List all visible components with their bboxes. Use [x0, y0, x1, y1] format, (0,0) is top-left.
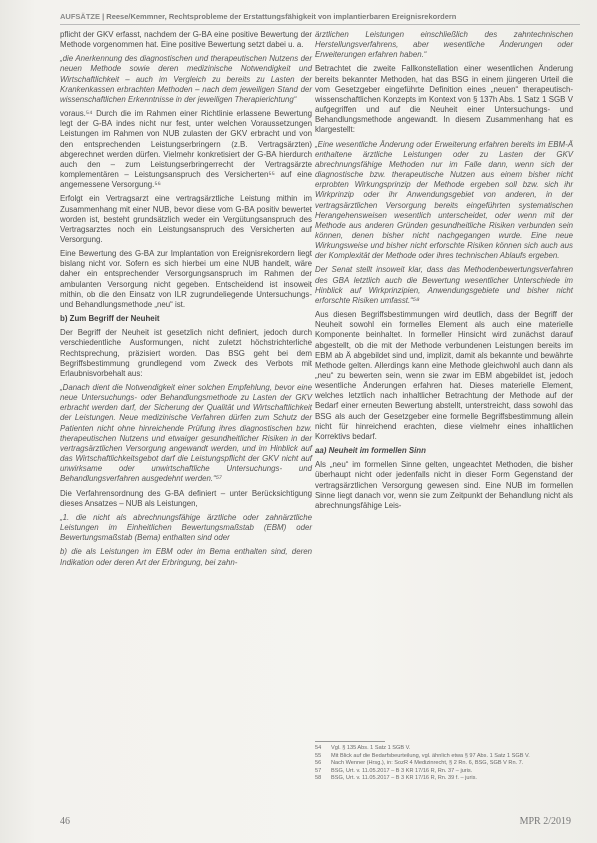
subsection-heading: aa) Neuheit im formellen Sinn: [315, 446, 426, 456]
running-head: [60, 12, 580, 21]
page-number: 46: [60, 816, 70, 827]
section-heading: b) Zum Begriff der Neuheit: [60, 314, 160, 324]
footnote: 55 Mit Blick auf die Bedarfsbeurteilung, vgl. ähnlich etwa § 97 Abs. 1 Satz 1 SGB V.: [315, 752, 530, 759]
footnote-rule: [315, 741, 385, 742]
paragraph: Aus diesen Begriffsbestimmungen wird deutlich, dass der Begriff der Neuheit sowohl ein formelles Element als auch eine materielle Komponente beinhaltet. In formeller Hinsicht wird zunächst darauf abgestellt, ob die mit der Methode verbundenen Leistungen bereits im EBM ab Ä abgebildet sind und, implizit, damit als bekannte und bewährte Methode gelten. Allerdings kann eine Methode gleichwohl auch dann als „neu“ zu bewerten sein, wenn sie zwar im EBM abgebildet ist, jedoch wesentliche Änderungen erfahren hat. Dieses materielle Element, welches letztlich nach inhaltlicher Betrachtung der Methode auf der Bedarf einer erneuten Bewertung abstellt, unterstreicht, dass sowohl das BSG als auch der Gesetzgeber eine formelle Begriffsbestimmung allein nicht für hinreichend erachten, diese vielmehr eines inhaltlichen Korrektivs bedarf.: [315, 310, 573, 441]
left-column: [60, 30, 312, 572]
paragraph: voraus.⁵⁴ Durch die im Rahmen einer Richtlinie erlassene Bewertung legt der G-BA indes nicht nur fest, unter welchen Voraussetzungen Leistungen im Rahmen von NUB zulasten der GKV erbracht und von den entsprechenden Leistungserbringern (z.B. Vertragsärzten) abgerechnet werden dürfen. Vielmehr konkretisiert der G-BA hierdurch auch den – zum Leistungserbringerrecht der Vertragsärzte komplementären – Leistungsanspruch des Versicherten⁵⁵ auf eine angemessene Versorgung.⁵⁶: [60, 109, 312, 190]
block-quote: b) die als Leistungen im EBM oder im Bema enthalten sind, deren Indikation oder deren Art der Erbringung, bei zahn-: [60, 547, 312, 567]
paragraph: Der Begriff der Neuheit ist gesetzlich nicht definiert, jedoch durch verschiedentliche Ausformungen, nicht zuletzt höchstrichterliche Rechtsprechung, präzisiert worden. Das BSG geht bei dem Begriffsbestimmung grundlegend vom Zweck des Verbots mit Erlaubnisvorbehalt aus:: [60, 328, 312, 378]
footnote: 58 BSG, Urt. v. 11.05.2017 – B 3 KR 17/16 R, Rn. 39 f. – juris.: [315, 775, 477, 782]
block-quote: ärztlichen Leistungen einschließlich des zahntechnischen Herstellungsverfahrens, aber wesentliche Änderungen oder Erweiterungen erfahren haben.“: [315, 30, 573, 60]
block-quote: „1. die nicht als abrechnungsfähige ärztliche oder zahnärztliche Leistungen im Einheitlichen Bewertungsmaßstab (EBM) oder Bewertungsmaßstab (Bema) enthalten sind oder: [60, 512, 312, 543]
article-title: Reese/Kemmner, Rechtsprobleme der Erstattungsfähigkeit von implantierbaren Ereignisrekordern: [106, 12, 457, 21]
block-quote: „die Anerkennung des diagnostischen und therapeutischen Nutzens der neuen Methode sowie deren medizinische Notwendigkeit und Wirtschaftlichkeit – auch im Vergleich zu bereits zu Lasten der Krankenkassen erbrachten Methoden – nach dem jeweiligen Stand der wissenschaftlichen Erkenntnisse in der jeweiligen Therapierichtung“: [60, 54, 312, 104]
block-quote: „Eine wesentliche Änderung oder Erweiterung erfahren bereits im EBM-Ä enthaltene ärztliche Leistungen oder zu Lasten der GKV abrechnungsfähige Methoden nur im Falle dann, wenn sich der diagnostische bzw. therapeutische Nutzen aus einem bisher nicht erprobten Wirkungsprinzip der Methode ergeben soll bzw. sich ihr Wirkprinzip oder ihr Anwendungsgebiet von anderen, in der vertragsärztlichen Versorgung bereits eingeführten systematischen Herangehensweisen wesentlich unterscheidet, oder wenn mit der Methode aus anderen Gründen gesundheitliche Risiken verbunden sein können, denen bisher nicht nachgegangen wurde. Eine neue Wirkungsweise und bisher nicht erforschte Risiken können sich auch aus der Komplexität der Methode oder ihres technischen Ablaufs ergeben.: [315, 139, 573, 261]
footnotes: [315, 745, 573, 783]
paragraph: Als „neu“ im formellen Sinne gelten, ungeachtet Methoden, die bisher überhaupt nicht oder jedenfalls nicht in dieser Form Gegenstand der vertragsärztlichen Versorgung gewesen sind. Eine NUB im formellen Sinne liegt danach vor, wenn sie zum Zeitpunkt der Behandlung nicht als abrechnungsfähige Leis-: [315, 460, 573, 510]
footnote: 56 Nach Wenner (Hrsg.), in: SozR 4 Medizinrecht, § 2 Rn. 6, BSG, SGB V Rn. 7.: [315, 760, 524, 767]
header-rule: [60, 24, 580, 25]
right-column: [315, 30, 573, 515]
paragraph: pflicht der GKV erfasst, nachdem der G-BA eine positive Bewertung der Methode vorgenommen hat. Eine positive Bewertung setzt dabei u. a.: [60, 30, 312, 50]
journal-issue: MPR 2/2019: [519, 816, 571, 827]
paragraph: Erfolgt ein Vertragsarzt eine vertragsärztliche Leistung mithin im Zusammenhang mit einer NUB, bevor diese vom G-BA positiv bewertet worden ist, besteht grundsätzlich weder ein Vergütungsanspruch des Vertragsarztes noch ein Leistungsanspruch des Versicherten auf Versorgung.: [60, 194, 312, 244]
paragraph: Die Verfahrensordnung des G-BA definiert – unter Berücksichtigung dieses Ansatzes – NUB als Leistungen,: [60, 488, 312, 508]
head-separator: |: [100, 12, 107, 21]
block-quote: Der Senat stellt insoweit klar, dass das Methodenbewertungsverfahren des GBA letztlich auch die Bewertung wesentlicher Unterschiede im Hinblick auf Wirkprinzipien, Anwendungsgebiete und bisher nicht erforschte Risiken umfasst.“⁵⁸: [315, 265, 573, 305]
footnote: 57 BSG, Urt. v. 11.05.2017 – B 3 KR 17/16 R, Rn. 37 – juris.: [315, 767, 473, 774]
footnote: 54 Vgl. § 135 Abs. 1 Satz 1 SGB V.: [315, 745, 411, 751]
paragraph: Eine Bewertung des G-BA zur Implantation von Ereignisrekordern liegt bislang nicht vor. Sofern es sich hierbei um eine NUB handelt, wäre daher ein entsprechender Versorgungsanspruch im Rahmen der ambulanten Versorgung nicht gegeben. Entscheidend ist insoweit mithin, ob die den Einsatz von ILR zugrundeliegende Untersuchungs- und Behandlungsmethode „neu“ ist.: [60, 249, 312, 309]
paragraph: Betrachtet die zweite Fallkonstellation einer wesentlichen Änderung bereits bekannter Methoden, hat das BSG in einem jüngeren Urteil die vom Gesetzgeber eingeführte Definition eines „neuen“ therapeutisch-wissenschaftlichen Konzepts im Kontext von § 137h Abs. 1 Satz 1 SGB V aufgegriffen und auf die Neuheit einer Untersuchungs- und Behandlungsmethode angewandt. In diesem Zusammenhang hat es klargestellt:: [315, 64, 573, 135]
block-quote: „Danach dient die Notwendigkeit einer solchen Empfehlung, bevor eine neue Untersuchungs- oder Behandlungsmethode zu Lasten der GKV erbracht werden darf, der Sicherung der Qualität und Wirtschaftlichkeit der Leistungen. Neue medizinische Verfahren dürfen zum Schutz der Patienten nicht ohne hinreichende Prüfung ihres diagnostischen bzw. therapeutischen Nutzens und etwaiger gesundheitlicher Risiken in der vertragsärztlichen Versorgung angewandt werden, und im Hinblick auf das Wirtschaftlichkeitsgebot darf die Leistungspflicht der GKV nicht auf unwirksame oder unwirtschaftliche Untersuchungs- und Behandlungsverfahren ausgedehnt werden.“⁵⁷: [60, 383, 312, 484]
section-label: AUFSÄTZE: [60, 12, 100, 21]
